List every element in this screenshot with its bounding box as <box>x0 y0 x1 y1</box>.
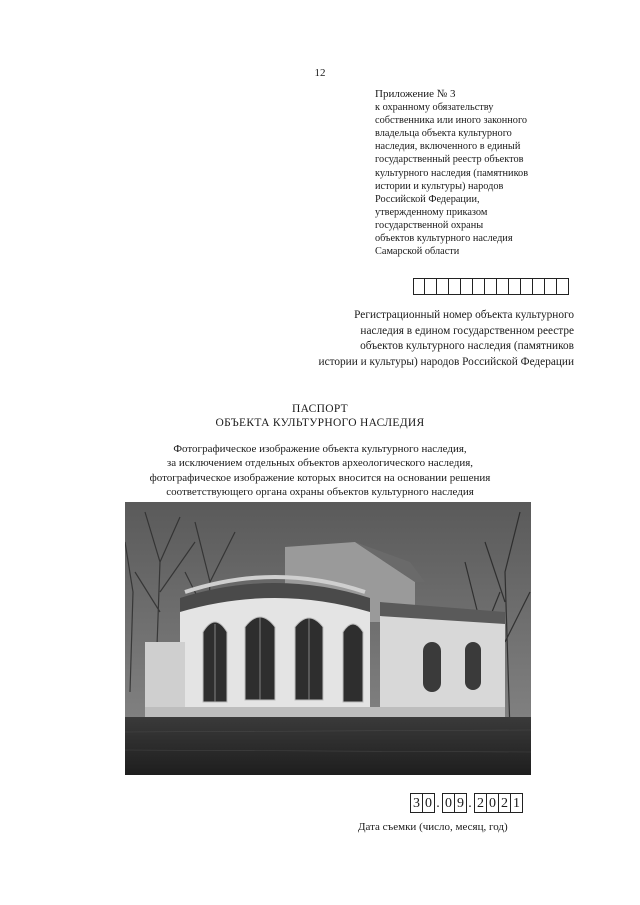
date-digit-box: 0 <box>486 793 499 813</box>
appendix-line: объектов культурного наследия <box>375 233 513 245</box>
registration-number-boxes <box>413 278 569 295</box>
reg-number-box <box>413 278 425 295</box>
reg-number-box <box>425 278 437 295</box>
reg-number-box <box>533 278 545 295</box>
building-photo <box>125 502 531 775</box>
reg-number-box <box>545 278 557 295</box>
appendix-line: к охранному обязательству <box>375 102 494 114</box>
appendix-line: утвержденному приказом <box>375 206 488 218</box>
shoot-date-caption: Дата съемки (число, месяц, год) <box>358 821 508 833</box>
reg-number-box <box>497 278 509 295</box>
reg-number-box <box>521 278 533 295</box>
appendix-line: истории и культуры) народов <box>375 180 504 192</box>
reg-number-box <box>473 278 485 295</box>
appendix-line: государственной охраны <box>375 219 484 231</box>
reg-number-box <box>557 278 569 295</box>
registration-caption <box>319 308 574 370</box>
date-separator: . <box>436 796 440 811</box>
shoot-date-boxes <box>410 793 522 813</box>
appendix-title: Приложение № 3 <box>375 88 456 100</box>
building-photo-icon <box>125 502 531 775</box>
photo-caption-line: фотографическое изображение которых вносится на основании решения <box>149 471 491 484</box>
registration-caption-line: объектов культурного наследия (памятников <box>360 340 574 352</box>
appendix-line: культурного наследия (памятников <box>375 167 529 179</box>
reg-number-box <box>437 278 449 295</box>
date-digit-box: 2 <box>474 793 487 813</box>
date-separator: . <box>468 796 472 811</box>
appendix-line: владельца объекта культурного <box>375 128 512 140</box>
passport-title-line1: ПАСПОРТ <box>292 403 348 415</box>
reg-number-box <box>485 278 497 295</box>
date-digit-box: 0 <box>422 793 435 813</box>
registration-caption-line: наследия в едином государственном реестре <box>360 324 574 337</box>
date-digit-box: 2 <box>498 793 511 813</box>
reg-number-box <box>449 278 461 295</box>
date-digit-box: 0 <box>442 793 455 813</box>
photo-caption-line: соответствующего органа охраны объектов культурного наследия <box>166 485 474 498</box>
passport-title <box>0 402 640 430</box>
appendix-line: Российской Федерации, <box>375 193 480 205</box>
reg-number-box <box>461 278 473 295</box>
date-digit-box: 9 <box>454 793 467 813</box>
page-number: 12 <box>314 67 326 79</box>
passport-title-line2: ОБЪЕКТА КУЛЬТУРНОГО НАСЛЕДИЯ <box>215 417 425 429</box>
appendix-line: собственника или иного законного <box>375 115 528 127</box>
registration-caption-line: истории и культуры) народов Российской Федерации <box>318 355 574 368</box>
photo-caption <box>0 442 640 499</box>
appendix-line: Самарской области <box>375 246 460 258</box>
appendix-block <box>375 88 575 258</box>
photo-caption-line: за исключением отдельных объектов археологического наследия, <box>166 457 474 470</box>
date-digit-box: 3 <box>410 793 423 813</box>
reg-number-box <box>509 278 521 295</box>
appendix-line: государственный реестр объектов <box>375 154 524 166</box>
registration-caption-line: Регистрационный номер объекта культурного <box>354 309 574 321</box>
photo-caption-line: Фотографическое изображение объекта культурного наследия, <box>173 443 467 455</box>
appendix-line: наследия, включенного в единый <box>375 141 521 153</box>
date-digit-box: 1 <box>510 793 523 813</box>
